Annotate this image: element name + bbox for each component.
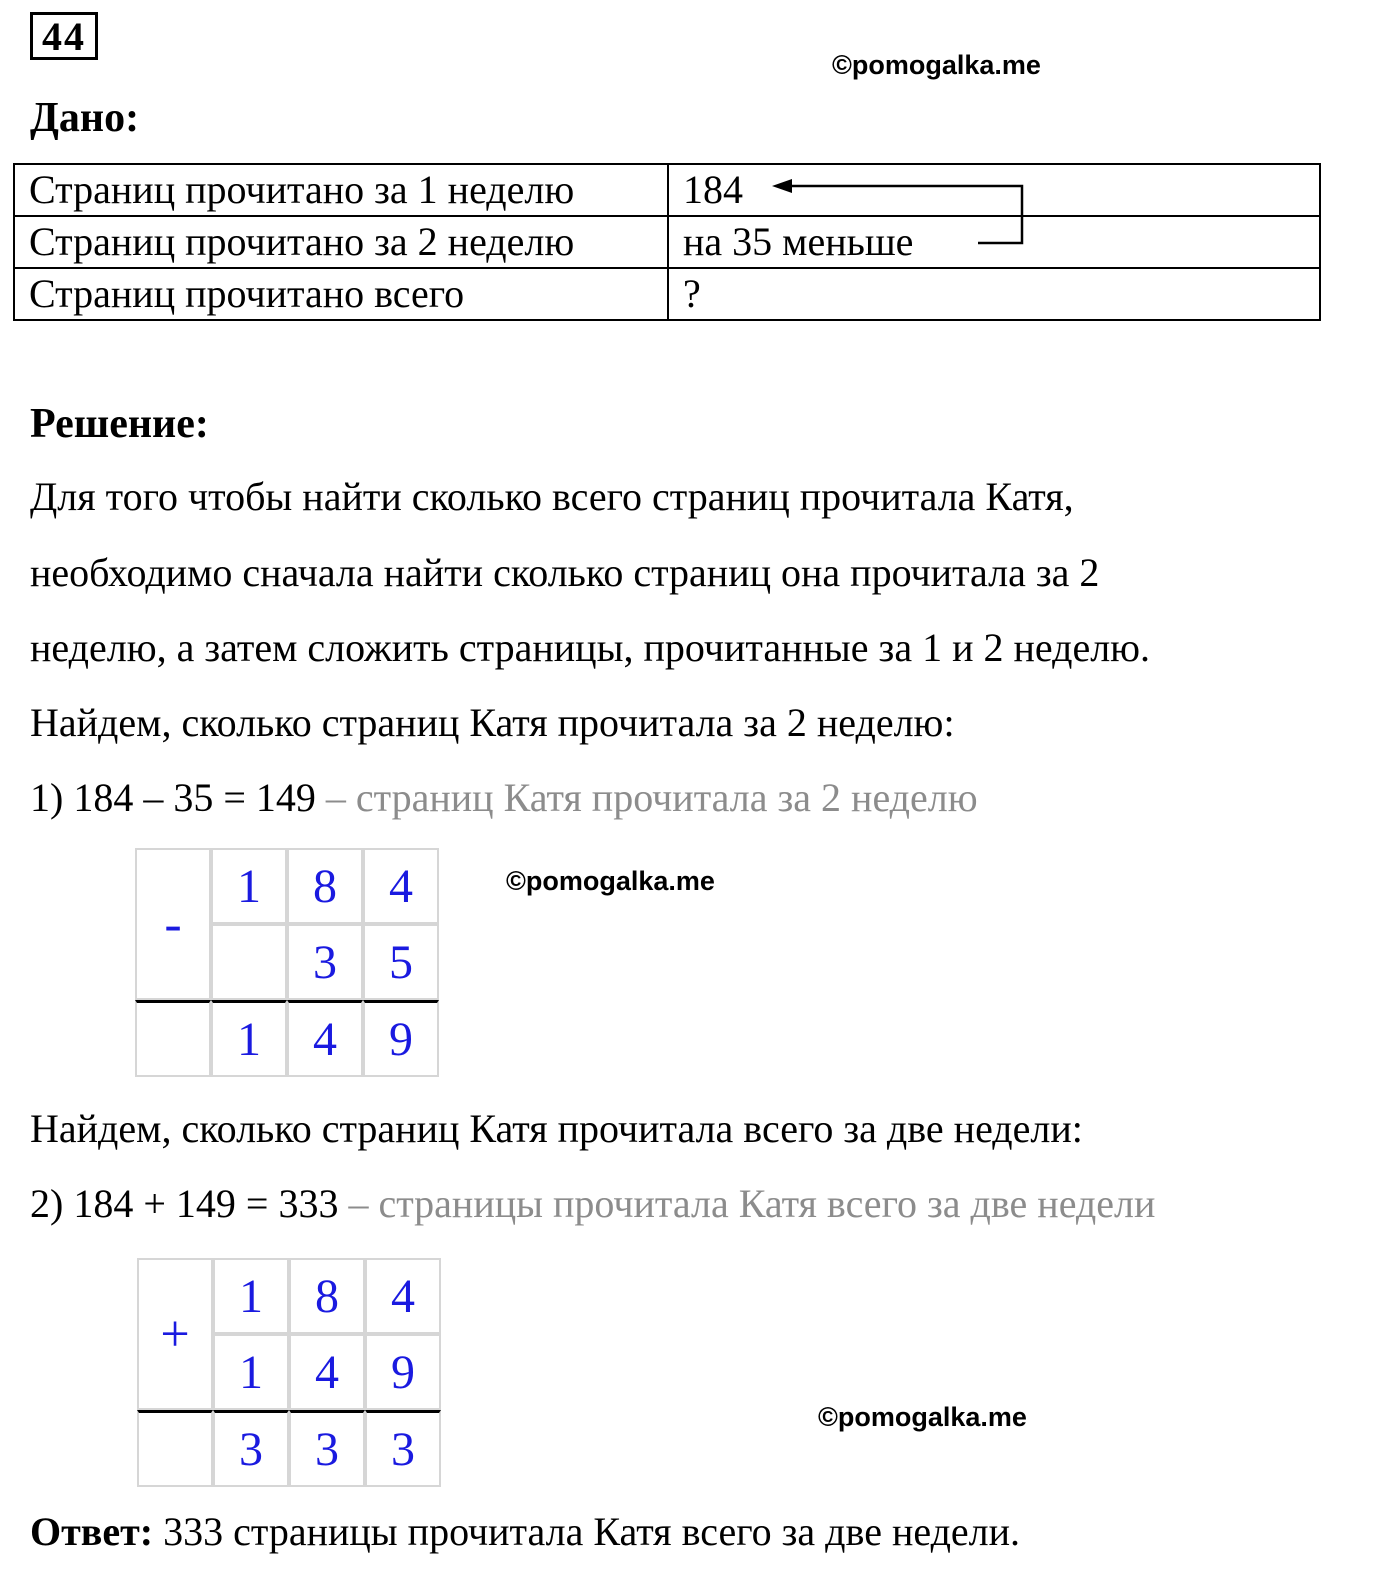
given-value: 184 <box>668 164 1320 216</box>
empty-cell <box>137 1410 213 1487</box>
watermark-bottom: ©pomogalka.me <box>818 1402 1027 1432</box>
given-label: Страниц прочитано всего <box>14 268 668 320</box>
solution-heading: Решение: <box>30 401 209 447</box>
given-label: Страниц прочитано за 1 неделю <box>14 164 668 216</box>
step-1-note: – страниц Катя прочитала за 2 неделю <box>315 775 978 820</box>
given-label: Страниц прочитано за 2 неделю <box>14 216 668 268</box>
digit-cell: 8 <box>289 1258 365 1334</box>
answer <box>30 1508 1020 1555</box>
result-digit-cell: 3 <box>213 1410 289 1487</box>
solution-text-line: Для того чтобы найти сколько всего страниц прочитала Катя, <box>30 474 1074 519</box>
given-value: ? <box>668 268 1320 320</box>
answer-label: Ответ: <box>30 1509 154 1554</box>
addition-grid <box>137 1258 441 1487</box>
digit-cell: 4 <box>363 848 439 924</box>
watermark-top: ©pomogalka.me <box>832 50 1041 80</box>
digit-cell: 1 <box>211 848 287 924</box>
step-1-expression: 1) 184 – 35 = 149 <box>30 775 316 820</box>
result-digit-cell: 1 <box>211 1000 287 1077</box>
digit-cell: 9 <box>365 1334 441 1410</box>
addition-sign: + <box>137 1258 213 1410</box>
digit-cell: 5 <box>363 924 439 1000</box>
result-digit-cell: 3 <box>365 1410 441 1487</box>
subtraction-sign: - <box>135 848 211 1000</box>
solution-text-line: необходимо сначала найти сколько страниц она прочитала за 2 <box>30 550 1100 595</box>
step-2-note: – страницы прочитала Катя всего за две недели <box>338 1181 1156 1226</box>
empty-cell <box>135 1000 211 1077</box>
watermark-middle: ©pomogalka.me <box>506 866 715 896</box>
solution-text-line: неделю, а затем сложить страницы, прочитанные за 1 и 2 неделю. <box>30 625 1151 670</box>
subtraction-grid <box>135 848 439 1077</box>
solution-text-line: Найдем, сколько страниц Катя прочитала за 2 неделю: <box>30 700 955 745</box>
relation-arrow <box>0 0 1400 330</box>
step-2-expression: 2) 184 + 149 = 333 <box>30 1181 339 1226</box>
digit-cell: 4 <box>365 1258 441 1334</box>
digit-cell: 3 <box>287 924 363 1000</box>
step-2 <box>30 1181 1156 1226</box>
answer-text: 333 страницы прочитала Катя всего за две недели. <box>153 1509 1021 1554</box>
digit-cell: 4 <box>289 1334 365 1410</box>
task-number: 44 <box>30 12 98 60</box>
step-1 <box>30 775 978 820</box>
result-digit-cell: 3 <box>289 1410 365 1487</box>
given-value: на 35 меньше <box>668 216 1320 268</box>
result-digit-cell: 9 <box>363 1000 439 1077</box>
digit-cell <box>211 924 287 1000</box>
digit-cell: 1 <box>213 1258 289 1334</box>
digit-cell: 1 <box>213 1334 289 1410</box>
result-digit-cell: 4 <box>287 1000 363 1077</box>
solution-text-line: Найдем, сколько страниц Катя прочитала всего за две недели: <box>30 1106 1083 1151</box>
digit-cell: 8 <box>287 848 363 924</box>
given-heading: Дано: <box>30 95 140 141</box>
